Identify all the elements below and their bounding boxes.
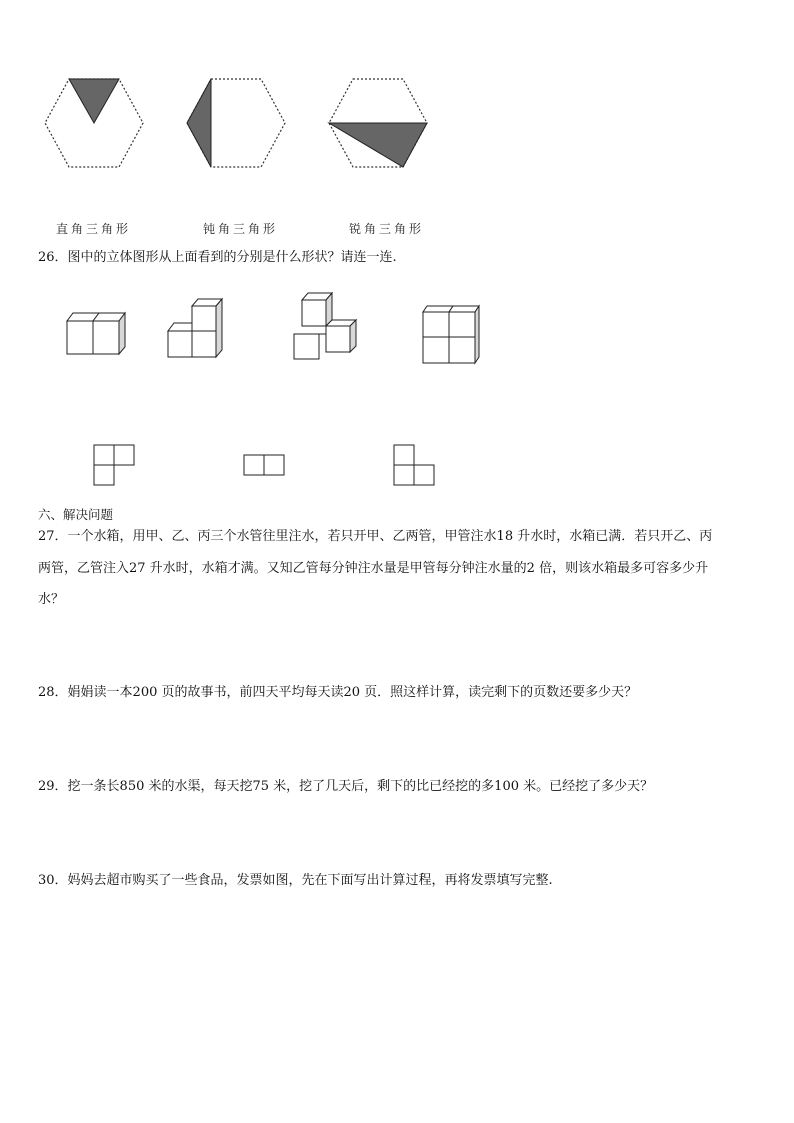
caption-right-triangle: 直角三角形 <box>56 222 132 236</box>
question-number: 30． <box>38 873 68 888</box>
question-number: 28． <box>38 685 68 700</box>
question-30 <box>38 866 553 896</box>
question-text: 妈妈去超市购买了一些食品，发票如图，先在下面写出计算过程，再将发票填写完整. <box>67 873 553 888</box>
question-text: 图中的立体图形从上面看到的分别是什么形状？请连一连. <box>67 250 397 265</box>
question-text: 娟娟读一本200 页的故事书，前四天平均每天读20 页．照这样计算，读完剩下的页数还要多少天？ <box>67 685 638 700</box>
solid-figure-1 <box>60 308 132 358</box>
question-text: 挖一条长850 米的水渠，每天挖75 米，挖了几天后，剩下的比已经挖的多100 米。已经挖了多少天？ <box>67 779 654 794</box>
question-text: 一个水箱，用甲、乙、丙三个水管往里注水，若只开甲、乙两管，甲管注水18 升水时，水箱已满．若只开乙、丙 <box>67 529 713 544</box>
question-27-line-3: 水？ <box>38 592 65 607</box>
question-29 <box>38 772 653 802</box>
hexagon-right-triangle-figure <box>38 76 150 171</box>
hexagon-obtuse-triangle-figure <box>180 76 292 171</box>
question-27-line-2: 两管，乙管注入27 升水时，水箱才满。又知乙管每分钟注水量是甲管每分钟注水量的2 倍，则该水箱最多可容多少升 <box>38 561 709 576</box>
solid-figure-3 <box>288 290 362 362</box>
question-27-line-1 <box>38 522 712 552</box>
solid-figure-2 <box>162 296 226 358</box>
top-view-shape-1 <box>92 443 138 487</box>
section-title: 六、解决问题 <box>38 507 114 522</box>
caption-obtuse-triangle: 钝角三角形 <box>203 222 279 236</box>
question-number: 27． <box>38 529 68 544</box>
question-number: 29． <box>38 779 68 794</box>
solid-figure-4 <box>418 302 484 366</box>
caption-acute-triangle: 锐角三角形 <box>349 222 425 236</box>
question-28 <box>38 678 637 708</box>
question-26 <box>38 243 397 273</box>
top-view-shape-2 <box>242 453 288 477</box>
top-view-shape-3 <box>392 443 438 487</box>
hexagon-acute-triangle-figure <box>322 76 434 171</box>
question-number: 26． <box>38 250 68 265</box>
